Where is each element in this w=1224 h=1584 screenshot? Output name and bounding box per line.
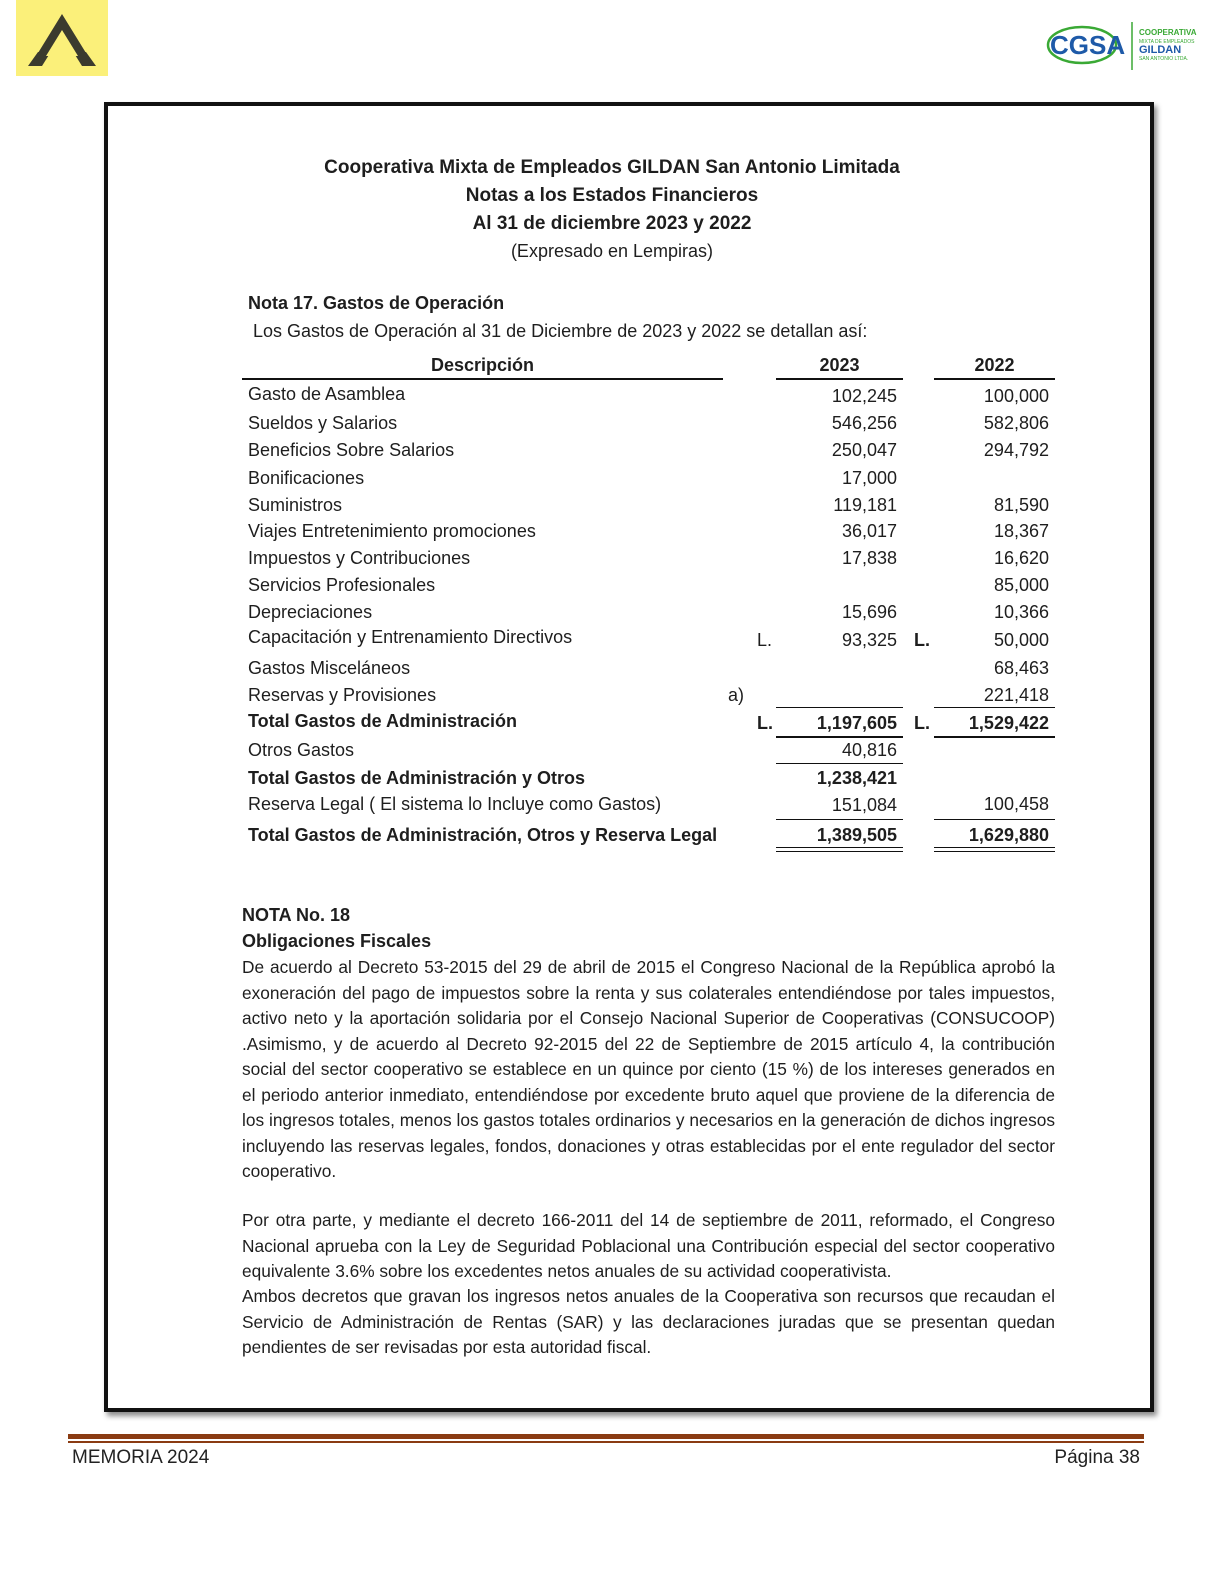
- otros-rule-2023: [776, 763, 903, 764]
- pre-grand-rule-2023: [776, 819, 903, 820]
- document-subtitle: Notas a los Estados Financieros: [465, 185, 759, 206]
- grand-total-label: Total Gastos de Administración, Otros y Reserva Legal: [248, 825, 718, 845]
- row-value-2023: 15,696: [841, 602, 897, 622]
- cgsa-logo-line-1: COOPERATIVA: [1139, 28, 1197, 37]
- currency-symbol: L.: [914, 713, 930, 733]
- row-label: Bonificaciones: [248, 468, 365, 488]
- total-admin-label: Total Gastos de Administración: [248, 711, 518, 731]
- row-label: Beneficios Sobre Salarios: [248, 440, 455, 460]
- reference-note: a): [728, 685, 745, 705]
- row-value-2022: 100,000: [983, 386, 1049, 406]
- organization-logo: [16, 0, 108, 76]
- total-admin-2023: 1,197,605: [816, 713, 897, 733]
- column-header-2022: 2022: [974, 355, 1015, 375]
- otros-gastos-2023: 40,816: [841, 740, 897, 760]
- subtotal-rule-2022: [934, 707, 1055, 708]
- row-label: Gasto de Asamblea: [248, 384, 406, 404]
- subtotal-rule-2023: [776, 707, 903, 708]
- pre-grand-rule-2022: [934, 819, 1055, 820]
- reserva-legal-2022: 100,458: [983, 794, 1049, 814]
- note18-paragraph-2: Por otra parte, y mediante el decreto 166-2011 del 14 de septiembre de 2011, reformado, el Congreso Nacional aprueba con la Ley de Seguridad Poblacional una Contribución especial del sector cooperativo equivalente 3.6% sobre los excedentes netos anuales de su actividad cooperativista.: [242, 1210, 1055, 1281]
- row-value-2022: 10,366: [993, 602, 1049, 622]
- footer-page-number: Página 38: [1054, 1447, 1140, 1468]
- header-rule-description: [242, 378, 723, 380]
- note17-intro: Los Gastos de Operación al 31 de Diciembre de 2023 y 2022 se detallan así:: [253, 321, 868, 341]
- header-rule-2022: [934, 378, 1055, 380]
- note18-paragraph-3: Ambos decretos que gravan los ingresos netos anuales de la Cooperativa son recursos que recaudan el Servicio de Administración de Rentas (SAR) y las declaraciones juradas que se presentan quedan pendientes de ser revisadas por esta autoridad fiscal.: [242, 1286, 1055, 1357]
- row-value-2023: 119,181: [833, 495, 897, 515]
- row-value-2022: 68,463: [993, 658, 1049, 678]
- arrow-up-logo-icon: [16, 0, 108, 76]
- row-value-2023: 102,245: [831, 386, 897, 406]
- document-title: Cooperativa Mixta de Empleados GILDAN San Antonio Limitada: [324, 157, 900, 178]
- row-label: Viajes Entretenimiento promociones: [248, 521, 536, 541]
- document-currency-note: (Expresado en Lempiras): [510, 241, 714, 261]
- column-header-description: Descripción: [430, 355, 535, 375]
- row-label: Servicios Profesionales: [248, 575, 436, 595]
- row-value-2023: 546,256: [831, 413, 897, 433]
- row-label: Sueldos y Salarios: [248, 413, 398, 433]
- row-label: Reservas y Provisiones: [248, 685, 437, 705]
- currency-symbol: L.: [757, 713, 773, 733]
- reserva-legal-label: Reserva Legal ( El sistema lo Incluye como Gastos): [248, 794, 662, 814]
- row-label: Impuestos y Contribuciones: [248, 548, 471, 568]
- reserva-legal-2023: 151,084: [831, 795, 897, 815]
- row-value-2022: 582,806: [983, 413, 1049, 433]
- note18-subheading: Obligaciones Fiscales: [242, 931, 432, 951]
- footer-publication: MEMORIA 2024: [72, 1447, 210, 1468]
- row-value-2023: 17,000: [841, 468, 897, 488]
- grand-total-2023: 1,389,505: [816, 825, 897, 845]
- note18-paragraph-1: De acuerdo al Decreto 53-2015 del 29 de abril de 2015 el Congreso Nacional de la República aprobó la exoneración del pago de impuestos sobre la renta y sus colaterales entendiéndose por tales impuestos, activo neto y la aportación solidaria por el Consejo Nacional Superior de Cooperativas (CONSUCOOP) .Asimismo, y de acuerdo al Decreto 92-2015 del 22 de Septiembre de 2015 artículo 4, la contribución social del sector cooperativo se establece en un quince por ciento (15 %) de los intereses generados en el periodo anterior inmediato, entendiéndose por excedente bruto aquel que proviene de la diferencia de los ingresos totales, menos los gastos totales ordinarios y necesarios en la generación de dichos ingresos incluyendo las reservas legales, fondos, donaciones y otras establecidas por el ente regulador del sector cooperativo.: [242, 957, 1055, 1181]
- row-label: Suministros: [248, 495, 343, 515]
- note17-heading: Nota 17. Gastos de Operación: [248, 293, 505, 313]
- row-value-2023: 36,017: [841, 521, 897, 541]
- row-value-2023: 250,047: [831, 440, 897, 460]
- row-value-2022: 50,000: [993, 630, 1049, 650]
- row-value-2023: 93,325: [841, 630, 897, 650]
- cgsa-logo-text: CGSA: [1050, 30, 1126, 60]
- row-value-2022: 294,792: [983, 440, 1049, 460]
- row-value-2022: 16,620: [993, 548, 1049, 568]
- row-value-2022: 85,000: [993, 575, 1049, 595]
- total-admin-otros-label: Total Gastos de Administración y Otros: [248, 768, 586, 788]
- footer-rule-thin: [68, 1441, 1144, 1443]
- total-admin-2022: 1,529,422: [968, 713, 1049, 733]
- header-rule-2023: [776, 378, 903, 380]
- column-header-2023: 2023: [819, 355, 860, 375]
- row-label: Capacitación y Entrenamiento Directivos: [248, 627, 573, 647]
- note18-heading: NOTA No. 18: [242, 905, 351, 925]
- row-value-2022: 18,367: [993, 521, 1049, 541]
- cgsa-logo-line-2: MIXTA DE EMPLEADOS: [1139, 39, 1195, 45]
- row-label: Gastos Misceláneos: [248, 658, 411, 678]
- cgsa-logo-line-4: SAN ANTONIO LTDA.: [1139, 56, 1189, 62]
- total-rule-2022: [934, 736, 1055, 738]
- double-rule-2022: [934, 847, 1055, 852]
- total-rule-2023: [776, 736, 903, 738]
- grand-total-2022: 1,629,880: [968, 825, 1049, 845]
- cgsa-logo-line-3: GILDAN: [1139, 44, 1182, 56]
- currency-symbol: L.: [914, 630, 930, 650]
- cgsa-logo: [1042, 18, 1212, 74]
- double-rule-2023: [776, 847, 903, 852]
- footer-rule: [68, 1434, 1144, 1439]
- row-value-2022: 221,418: [983, 685, 1049, 705]
- total-admin-otros-2023: 1,238,421: [816, 768, 897, 788]
- currency-symbol: L.: [757, 630, 773, 650]
- row-value-2023: 17,838: [841, 548, 897, 568]
- document-date: Al 31 de diciembre 2023 y 2022: [472, 213, 752, 234]
- row-label: Depreciaciones: [248, 602, 373, 622]
- row-value-2022: 81,590: [993, 495, 1049, 515]
- otros-gastos-label: Otros Gastos: [248, 740, 355, 760]
